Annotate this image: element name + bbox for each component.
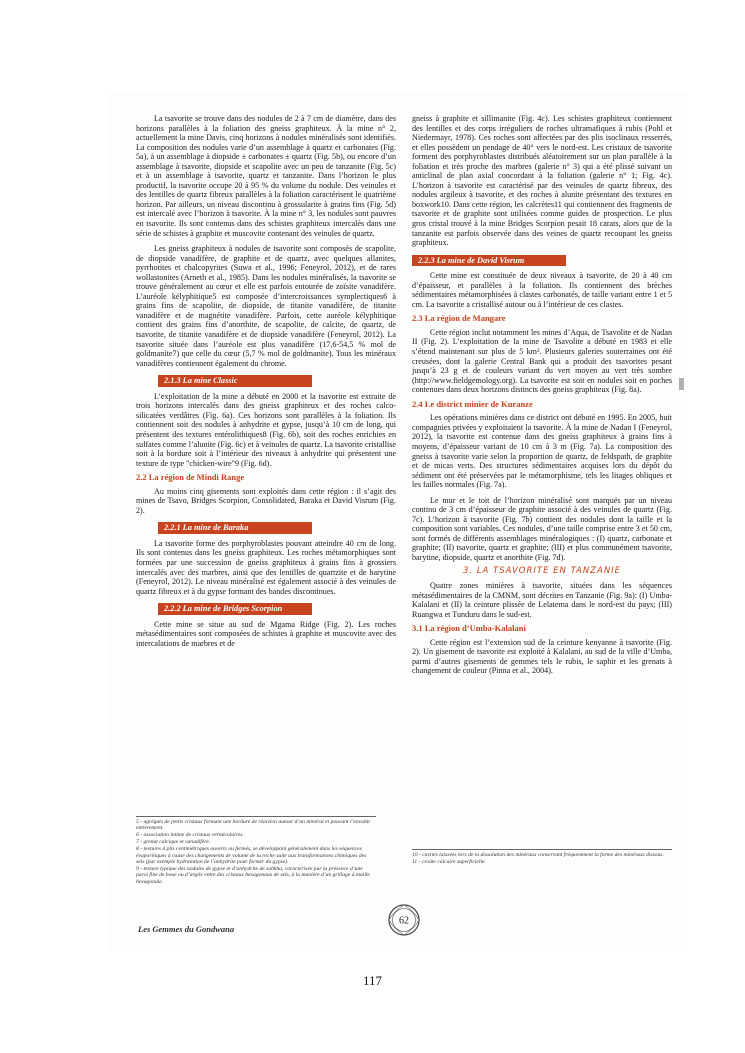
paragraph: Le mur et le toit de l’horizon minéralisé sont marqués par un niveau continu de 3 cm d’épaisseur de graphite associé à des veinules de quartz (Fig. 7c). L’horizon à tsavorite (Fig. 7b) contient des nodules dont la taille et la composition sont variables. Ces nodules, d’une taille comprise entre 3 et 50 cm, sont formés de différents assemblages minéralogiques : (I) quartz, carbonate et graphite; (II) tsavorite, quartz et graphite; (III) et plus communément tsavorite, barytine, diopside, quartz et anorthite (Fig. 7d). <box>412 495 672 562</box>
footnote: 9 - texture typique des nodules de gypse et d’anhydrite de sabkha, caractérisée par la présence d’une paroi fine de boue ou d’argile entre des cristaux hexagonaux de sels, à la manière d’un grillage à maille hexagonale. <box>136 865 370 885</box>
footnote: 10 - cavités laissées lors de la dissolution des minéraux conservant fréquemment la forme des minéraux dissous. <box>412 852 664 858</box>
section-heading-baraka: 2.2.1 La mine de Baraka <box>158 522 312 534</box>
paragraph: Cette mine est constituée de deux niveaux à tsavorite, de 20 à 40 cm d’épaisseur, et parallèles à la foliation. Ils contiennent des brèches sédimentaires métamorphisées à clastes carbonatés, de taille variant entre 1 et 5 cm. La tsavorite a cristallisé autour ou à l’intérieur de ces clastes. <box>412 271 672 309</box>
paragraph: Les gneiss graphiteux à nodules de tsavorite sont composés de scapolite, de diopside vanadifère, de graphite et de quartz, avec quelques allanites, pyrrhotites et chalcopyrites (Suwa et al., 1996; Feneyrol, 2012), et de rares wollastonites (Arneth et al., 1985). Dans les nodules minéralisés, la tsavorite se trouve généralement au cœur et elle est parfois entourée de zoïsite vanadifère. L’auréole kélyphitique5 est composée d’intercroissances symplectiques6 à grains fins de scapolite, de diopside, de titanite vanadifère, de titanite vanadifère et de magnétite vanadifère. Parfois, cette auréole kélyphitique contient des grains fins d’anorthite, de scapolite, de calcite, de quartz, de tsavorite, de titanite vanadifère et de diopside vanadifère (Feneyrol, 2012). La tsavorite située dans l’auréole est plus vanadifère (17,6-54,5 % mol de goldmanite7) que celle du cœur (5,7 % mol de goldmanite). Tous les minéraux vanadifères contiennent également du chrome. <box>136 244 396 368</box>
footnote: 7 - grenat calcique et vanadifère. <box>136 839 211 846</box>
paragraph: Cette mine se situe au sud de Mgama Ridge (Fig. 2). Les roches métasédimentaires sont composées de schistes à graphite et muscovite avec des intercalations de marbres et de <box>136 619 396 648</box>
footnotes-left <box>136 816 376 886</box>
section-heading-bridges-scorpion: 2.2.2 La mine de Bridges Scorpion <box>158 603 312 615</box>
paragraph: La tsavorite forme des porphyroblastes pouvant atteindre 40 cm de long. Ils sont contenus dans les gneiss graphiteux. Les roches métamorphiques sont formées par une succession de gneiss graphiteux à grains fins à grossiers intercalés avec des marbres, ainsi que des lentilles de quartzite et de barytine (Feneyrol, 2012). Le niveau minéralisé est également associé à des veinules de quartz fibreux et à du gypse formant des bandes discontinues. <box>136 538 396 596</box>
page-seal-icon <box>385 901 423 939</box>
footnote: 5 - agrégats de petits cristaux formant une bordure de réaction autour d’un minéral et pouvant l’envahir entièrement. <box>136 819 371 832</box>
paragraph: Cette région est l’extension sud de la ceinture kenyanne à tsavorite (Fig. 2). Un gisement de tsavorite est exploité à Kalalani, au sud de la ville d’Umba, parmi d’autres gisements de gemmes tels le rubis, le saphir et les grenats à changement de couleur (Pinna et al., 2004). <box>412 637 672 676</box>
section-heading-david-visrum: 2.2.3 La mine de David Visrum <box>412 255 566 267</box>
paragraph: Au moins cinq gisements sont exploités dans cette région : il s’agit des mines de Tsavo, Bridges Scorpion, Consolidated, Baraka et David Visrum (Fig. 2). <box>136 486 396 515</box>
footnote: 6 - association intime de cristaux vermiculaires. <box>136 832 244 839</box>
paragraph: La tsavorite se trouve dans des nodules de 2 à 7 cm de diamètre, dans des horizons parallèles à la foliation des gneiss graphiteux. À la mine n° 2, actuellement la mine Davis, cinq horizons à nodules minéralisés sont identifiés. La composition des nodules varie d’un assemblage à quartz et carbonates (Fig. 5a), à un assemblage à diopside ± carbonates ± quartz (Fig. 5b), ou encore d’un assemblage à tsavorite, diopside et scapolite avec un peu de tanzanite (Fig. 5c) et à un assemblage à tsavorite, quartz et tanzanite. Dans l’horizon le plus productif, la tsavorite occupe 20 à 95 % du volume du nodule. Des veinules et des lentilles de quartz fibreux parallèles à la foliation caractérisent le quatrième horizon. Par ailleurs, un niveau discontinu à grossularite à grains fins (Fig. 5d) est intercalé avec l’horizon à tsavorite. À la mine n° 3, les nodules sont pauvres en tsavorite. Ils sont contenus dans des schistes graphiteux intercalés dans une série de schistes à graphite et muscovite contenant des veinules de quartz. <box>136 114 396 238</box>
paragraph: Cette région inclut notamment les mines d’Aqua, de Tsavolite et de Nadan II (Fig. 2). L’exploitation de la mine de Tsavolite a débuté en 1983 et elle s’étend maintenant sur plus de 5 km². Plusieurs galeries souterraines ont été creusées, dont la galerie Central Bank qui a produit des tsavorites pesant jusqu’à 23 g et de couleurs variant du vert moyen au vert très sombre (http://www.fieldgemology.org). La tsavorite est soit en nodules soit en poches contenues dans deux horizons distincts des gneiss graphiteux (Fig. 8a). <box>412 327 672 395</box>
paragraph: Quatre zones minières à tsavorite, situées dans les séquences métasédimentaires de la CMNM, sont décrites en Tanzanie (Fig. 9a): (I) Umba-Kalalani et (II) la ceinture plissée de Lelatema dans le nord-est du pays; (III) Ruangwa et Tunduru dans le sud-est. <box>412 581 672 619</box>
seal-number: 62 <box>399 915 409 927</box>
margin-mark <box>679 378 684 390</box>
publication-title: Les Gemmes du Gondwana <box>138 924 235 934</box>
section-heading-umba-kalalani: 3.1 La région d’Umba-Kalalani <box>412 623 526 634</box>
footnotes-right <box>412 849 672 866</box>
paragraph: Les opérations minières dans ce district ont débuté en 1995. En 2005, huit compagnies privées y exploitaient la tsavorite. À la mine de Nadan I (Feneyrol, 2012), la tsavorite est contenue dans des gneiss graphiteux à grains fins à moyens, d’épaisseur variant de 10 cm à 3 m (Fig. 7a). La composition des gneiss à tsavorite varie selon la proportion de quartz, de feldspath, de graphite et de micas verts. Des structures sédimentaires acquises lors du dépôt du sédiment ont été préservées par le métamorphisme, tels les litages obliques et les failles normales (Fig. 7a). <box>412 413 672 490</box>
section-heading-classic: 2.1.3 La mine Classic <box>158 375 312 387</box>
footnote: 8 - textures à plis centimétriques ouverts ou fermés, se développant généralement dans les séquences évaporitiques à cause des changements de volume de la roche suite aux transformations chimiques des sels (par exemple hydratation de l’anhydrite pour former du gypse). <box>136 846 367 865</box>
footnote: 11 - croûte calcaire superficielle. <box>412 858 486 865</box>
paragraph: L’exploitation de la mine a débuté en 2000 et la tsavorite est extraite de trois horizons intercalés dans des gneiss graphiteux et des roches calco-silicatées verdâtres (Fig. 6a). Ces horizons sont parallèles à la foliation. Ils contiennent soit des nodules à anhydrite et gypse, jusqu’à 10 cm de long, qui présentent des textures entérolithiques8 (Fig. 6b), soit des roches enrichies en sulfates comme l’alunite (Fig. 6c) et à veinules de quartz. La tsavorite cristallise soit à la bordure soit à l’intérieur des niveaux à anhydrite qui présentent une texture de type "chicken-wire"9 (Fig. 6d). <box>136 391 396 468</box>
right-column <box>412 114 672 679</box>
chapter-heading-tanzanie: 3. LA TSAVORITE EN TANZANIE <box>462 565 622 576</box>
left-column <box>136 114 396 651</box>
section-heading-mangare: 2.3 La région de Mangare <box>412 313 506 324</box>
document-page <box>108 92 688 952</box>
paragraph: gneiss à graphite et sillimanite (Fig. 4c). Les schistes graphiteux contiennent des lentilles et des corps irréguliers de roches ultramafiques à rubis (Pohl et Niedermayr, 1978). Ces roches sont affectées par des plis isoclinaux resserrés, et elles possèdent un pendage de 40° vers le nord-est. Les cristaux de tsavorite forment des porphyroblastes distribués aléatoirement sur un plan parallèle à la foliation et très proche des marbres (galerie n° 3) qui a été plissé suivant un anticlinal de plan axial concordant à la foliation (galerie n° 1; Fig. 4c). L’horizon à tsavorite est caractérisé par des veinules de quartz fibreux, des nodules argileux à tsavorite, et des roches à alunite présentant des textures en boxwork10. Dans cette région, les calcrètes11 qui contiennent des fragments de tsavorite et de graphite sont utilisées comme guides de prospection. Le plus gros cristal trouvé à la mine Bridges Scorpion pesait 18 carats, alors que de la tanzanite est parfois observée dans des veines de quartz recoupant les gneiss graphiteux. <box>412 114 672 248</box>
section-heading-mindi-range: 2.2 La région de Mindi Range <box>136 472 245 483</box>
page-number: 117 <box>362 973 383 988</box>
section-heading-kuranze: 2.4 Le district minier de Kuranze <box>412 398 533 409</box>
